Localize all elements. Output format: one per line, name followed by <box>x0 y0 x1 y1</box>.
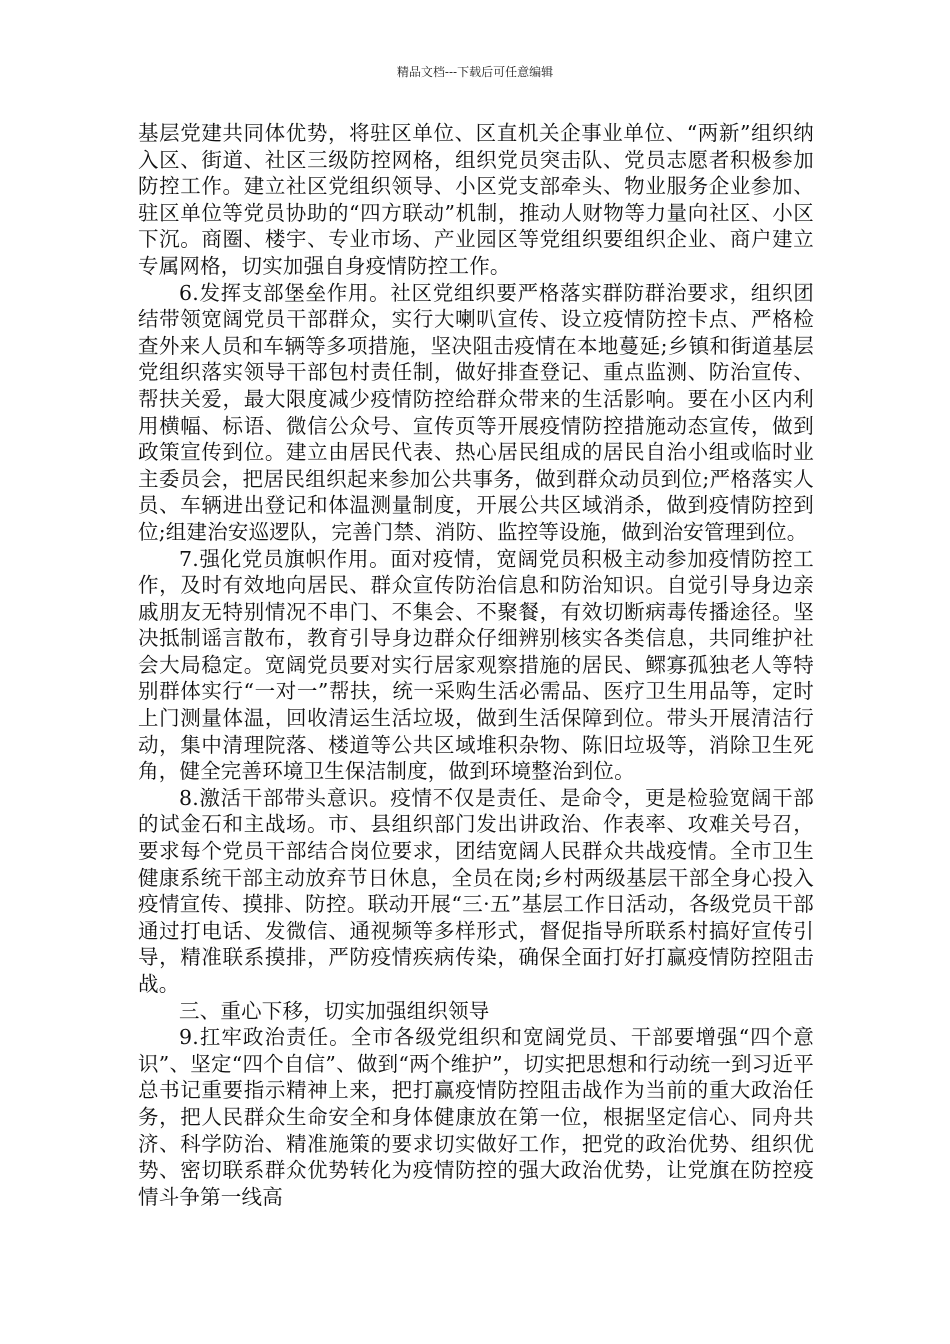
document-body <box>138 120 814 1210</box>
paragraph-1: 基层党建共同体优势，将驻区单位、区直机关企事业单位、“两新”组织纳入区、街道、社区三级防控网格，组织党员突击队、党员志愿者积极参加防控工作。建立社区党组织领导、小区党支部牵头、物业服务企业参加、驻区单位等党员协助的“四方联动”机制，推动人财物等力量向社区、小区下沉。商圈、楼宇、专业市场、产业园区等党组织要组织企业、商户建立专属网格，切实加强自身疫情防控工作。 <box>138 121 814 278</box>
page-header: 精品文档---下载后可任意编辑 <box>396 65 554 79</box>
paragraph-5: 9.扛牢政治责任。全市各级党组织和宽阔党员、干部要增强“四个意识”、坚定“四个自信”、做到“两个维护”，切实把思想和行动统一到习近平总书记重要指示精神上来，把打赢疫情防控阻击战作为当前的重大政治任务，把人民群众生命安全和身体健康放在第一位，根据坚定信心、同舟共济、科学防治、精准施策的要求切实做好工作，把党的政治优势、组织优势、密切联系群众优势转化为疫情防控的强大政治优势，让党旗在防控疫情斗争第一线高 <box>138 1025 814 1209</box>
paragraph-3: 7.强化党员旗帜作用。面对疫情，宽阔党员积极主动参加疫情防控工作，及时有效地向居民、群众宣传防治信息和防治知识。自觉引导身边亲戚朋友无特别情况不串门、不集会、不聚餐，有效切断病毒传播途径。坚决抵制谣言散布，教育引导身边群众仔细辨别核实各类信息，共同维护社会大局稳定。宽阔党员要对实行居家观察措施的居民、鳏寡孤独老人等特别群体实行“一对一”帮扶，统一采购生活必需品、医疗卫生用品等，定时上门测量体温，回收清运生活垃圾，做到生活保障到位。带头开展清洁行动，集中清理院落、楼道等公共区域堆积杂物、陈旧垃圾等，消除卫生死角，健全完善环境卫生保洁制度，做到环境整治到位。 <box>138 546 814 784</box>
paragraph-2: 6.发挥支部堡垒作用。社区党组织要严格落实群防群治要求，组织团结带领宽阔党员干部群众，实行大喇叭宣传、设立疫情防控卡点、严格检查外来人员和车辆等多项措施，坚决阻击疫情在本地蔓延;乡镇和街道基层党组织落实领导干部包村责任制，做好排查登记、重点监测、防治宣传、帮扶关爱，最大限度减少疫情防控给群众带来的生活影响。要在小区内利用横幅、标语、微信公众号、宣传页等开展疫情防控措施动态宣传，做到政策宣传到位。建立由居民代表、热心居民组成的居民自治小组或临时业主委员会，把居民组织起来参加公共事务，做到群众动员到位;严格落实人员、车辆进出登记和体温测量制度，开展公共区域消杀，做到疫情防控到位;组建治安巡逻队，完善门禁、消防、监控等设施，做到治安管理到位。 <box>138 280 814 544</box>
paragraph-4: 8.激活干部带头意识。疫情不仅是责任、是命令，更是检验宽阔干部的试金石和主战场。市、县组织部门发出讲政治、作表率、攻难关号召，要求每个党员干部结合岗位要求，团结宽阔人民群众共战疫情。全市卫生健康系统干部主动放弃节日休息，全员在岗;乡村两级基层干部全身心投入疫情宣传、摸排、防控。联动开展“三·五”基层工作日活动，各级党员干部通过打电话、发微信、通视频等多样形式，督促指导所联系村搞好宣传引导，精准联系摸排，严防疫情疾病传染，确保全面打好打赢疫情防控阻击战。 <box>138 785 814 996</box>
section-heading: 三、重心下移，切实加强组织领导 <box>179 998 490 1023</box>
